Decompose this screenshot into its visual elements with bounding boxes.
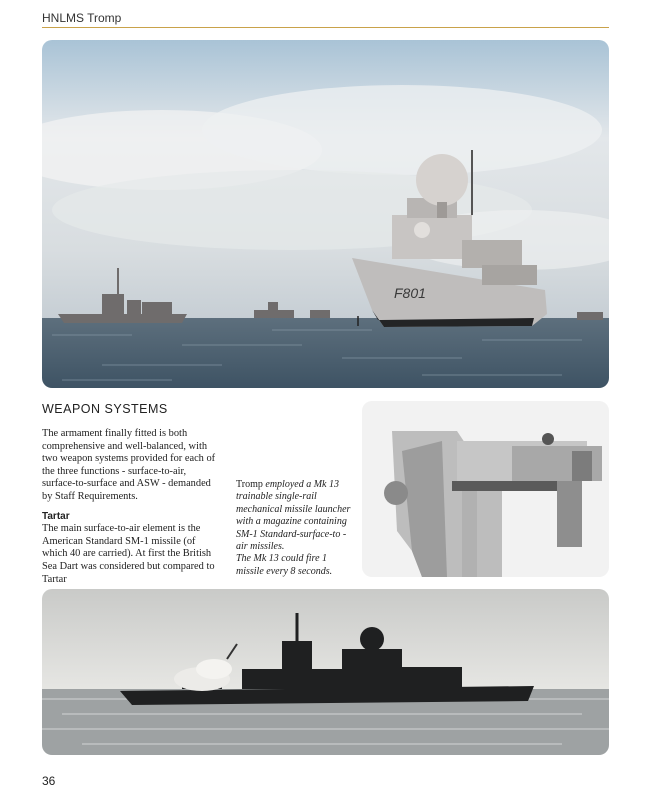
subheading-tartar: Tartar bbox=[42, 510, 70, 522]
photo-tromp-at-sea bbox=[42, 40, 609, 388]
running-header bbox=[42, 9, 609, 28]
paragraph-intro: The armament finally fitted is both comprehensive and well-balanced, with two weapon systems provided for each of the three functions - surface-to-air, surface-to-surface and ASW - demanded by Staff Requirements. bbox=[42, 428, 216, 502]
hull-number: F801 bbox=[394, 285, 426, 301]
photo-mk13-launcher bbox=[362, 401, 609, 577]
page-number: 36 bbox=[42, 774, 56, 788]
body-text bbox=[42, 428, 222, 586]
paragraph-tartar: The main surface-to-air element is the American Standard SM-1 missile (of which 40 are carried). At first the British Sea Dart was considered but compared to Tartar bbox=[42, 523, 215, 585]
photo-missile-launch bbox=[42, 589, 609, 755]
section-title: WEAPON SYSTEMS bbox=[42, 402, 168, 416]
photo-caption bbox=[236, 479, 354, 578]
caption-text-2: The Mk 13 could fire 1 missile every 8 seconds. bbox=[236, 553, 333, 577]
caption-text-1: employed a Mk 13 trainable single-rail mechanical missile launcher with a magazine containing SM-1 Standard-surface-to -air missiles. bbox=[236, 479, 351, 553]
header-title: HNLMS Tromp bbox=[42, 11, 122, 25]
caption-lead: Tromp bbox=[236, 479, 263, 490]
